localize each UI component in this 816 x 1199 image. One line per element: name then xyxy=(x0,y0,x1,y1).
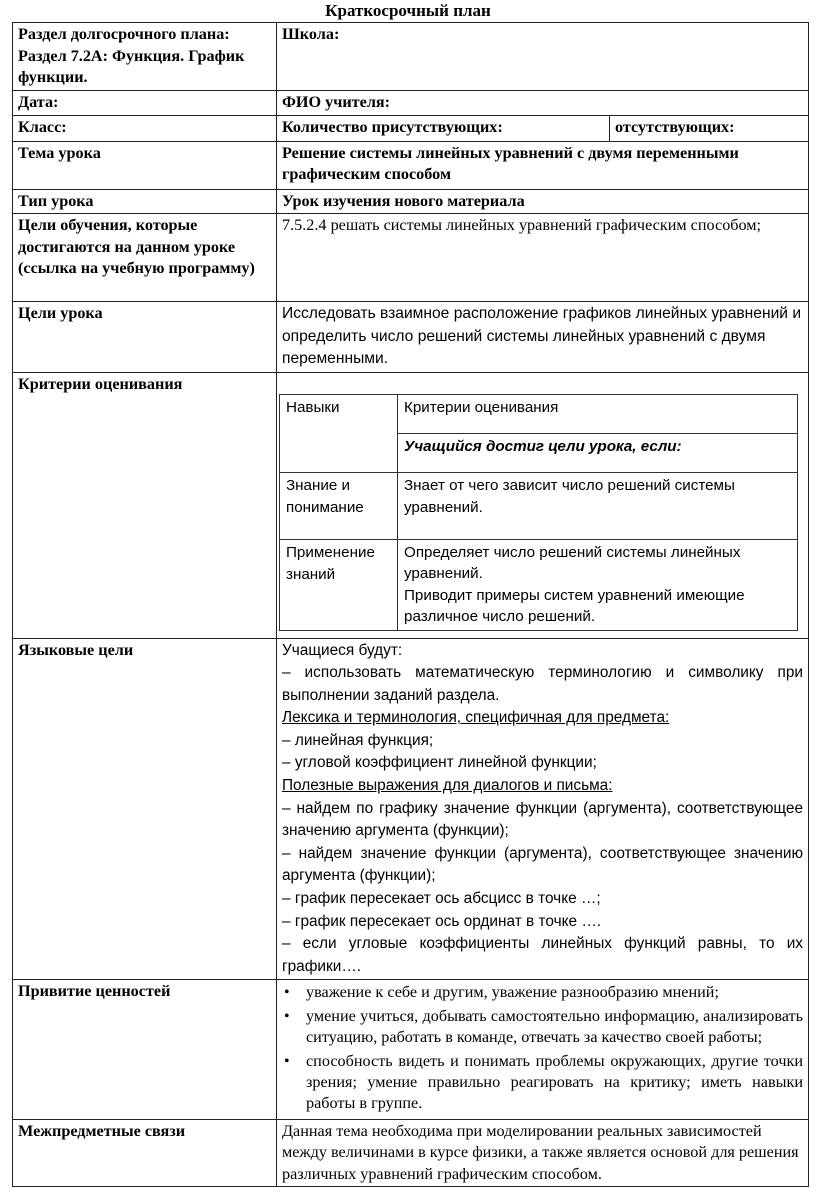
present-cell: Количество присутствующих: xyxy=(277,115,610,141)
phrase-item: – график пересекает ось ординат в точке …. xyxy=(282,912,602,930)
values-item: • способность видеть и понимать проблемы окружающих, другие точки зрения; умение правильно реагировать на критику; иметь навыки работы в группе. xyxy=(306,1051,803,1115)
goals-label: Цели урока xyxy=(13,302,277,373)
criteria-criterion-2a: Определяет число решений системы линейных уравнений. xyxy=(404,543,741,582)
phrases-heading: Полезные выражения для диалогов и письма: xyxy=(282,777,613,795)
phrase-item: – если угловые коэффициенты линейных функций равны, то их графики…. xyxy=(282,935,803,975)
criteria-label: Критерии оценивания xyxy=(13,372,277,638)
values-item: • умение учиться, добывать самостоятельно информацию, анализировать ситуацию, работать в команде, отвечать за качество своей работы; xyxy=(306,1006,803,1049)
criteria-subheader: Учащийся достиг цели урока, если: xyxy=(398,433,798,472)
topic-label: Тема урока xyxy=(13,141,277,189)
language-intro: Учащиеся будут: xyxy=(282,641,403,659)
language-cell xyxy=(277,638,809,980)
class-cell: Класс: xyxy=(13,115,277,141)
date-cell: Дата: xyxy=(13,91,277,116)
values-item: • уважение к себе и другим, уважение разнообразию мнений; xyxy=(306,982,803,1003)
phrase-item: – найдем по графику значение функции (аргумента), соответствующее значению аргумента (функции); xyxy=(282,799,803,840)
values-cell xyxy=(277,980,809,1119)
crosscurr-value: Данная тема необходима при моделировании реальных зависимостей между величинами в курсе физики, а также является основой для решения различных уравнений графическим способом. xyxy=(277,1119,809,1186)
criteria-col-criteria: Критерии оценивания xyxy=(398,394,798,433)
vocab-item: – угловой коэффициент линейной функции; xyxy=(282,754,597,772)
type-value: Урок изучения нового материала xyxy=(277,189,809,214)
values-list xyxy=(282,982,803,1114)
values-label: Привитие ценностей xyxy=(13,980,277,1119)
objectives-label: Цели обучения, которые достигаются на данном уроке (ссылка на учебную программу) xyxy=(13,214,277,302)
criteria-criterion-1: Знает от чего зависит число решений системы уравнений. xyxy=(398,472,798,539)
absent-cell: отсутствующих: xyxy=(610,115,809,141)
type-label: Тип урока xyxy=(13,189,277,214)
criteria-criterion-2 xyxy=(398,539,798,630)
language-label: Языковые цели xyxy=(13,638,277,980)
page-title: Краткосрочный план xyxy=(325,1,491,20)
criteria-col-skills: Навыки xyxy=(280,394,398,472)
phrase-item: – график пересекает ось абсцисс в точке …; xyxy=(282,890,601,908)
topic-value: Решение системы линейных уравнений с двумя переменными графическим способом xyxy=(277,141,809,189)
crosscurr-label: Межпредметные связи xyxy=(13,1119,277,1186)
criteria-skill-1: Знание и понимание xyxy=(280,472,398,539)
teacher-cell: ФИО учителя: xyxy=(277,91,809,116)
goals-value: Исследовать взаимное расположение графиков линейных уравнений и определить число решений системы линейных уравнений с двумя переменными. xyxy=(277,302,809,373)
criteria-criterion-2b: Приводит примеры систем уравнений имеющие различное число решений. xyxy=(404,586,745,625)
criteria-skill-2: Применение знаний xyxy=(280,539,398,630)
language-line: – использовать математическую терминологию и символику при выполнении заданий раздела. xyxy=(282,664,803,704)
lesson-plan-table xyxy=(12,22,809,1187)
criteria-table xyxy=(279,394,798,631)
objectives-value: 7.5.2.4 решать системы линейных уравнений графическим способом; xyxy=(277,214,809,302)
criteria-cell xyxy=(277,372,809,638)
section-cell: Раздел долгосрочного плана: Раздел 7.2А: Функция. График функции. xyxy=(13,23,277,91)
vocab-heading: Лексика и терминология, специфичная для предмета: xyxy=(282,709,670,727)
vocab-item: – линейная функция; xyxy=(282,731,434,749)
school-cell: Школа: xyxy=(277,23,809,91)
phrase-item: – найдем значение функции (аргумента), соответствующее значению аргумента (функции); xyxy=(282,844,803,885)
